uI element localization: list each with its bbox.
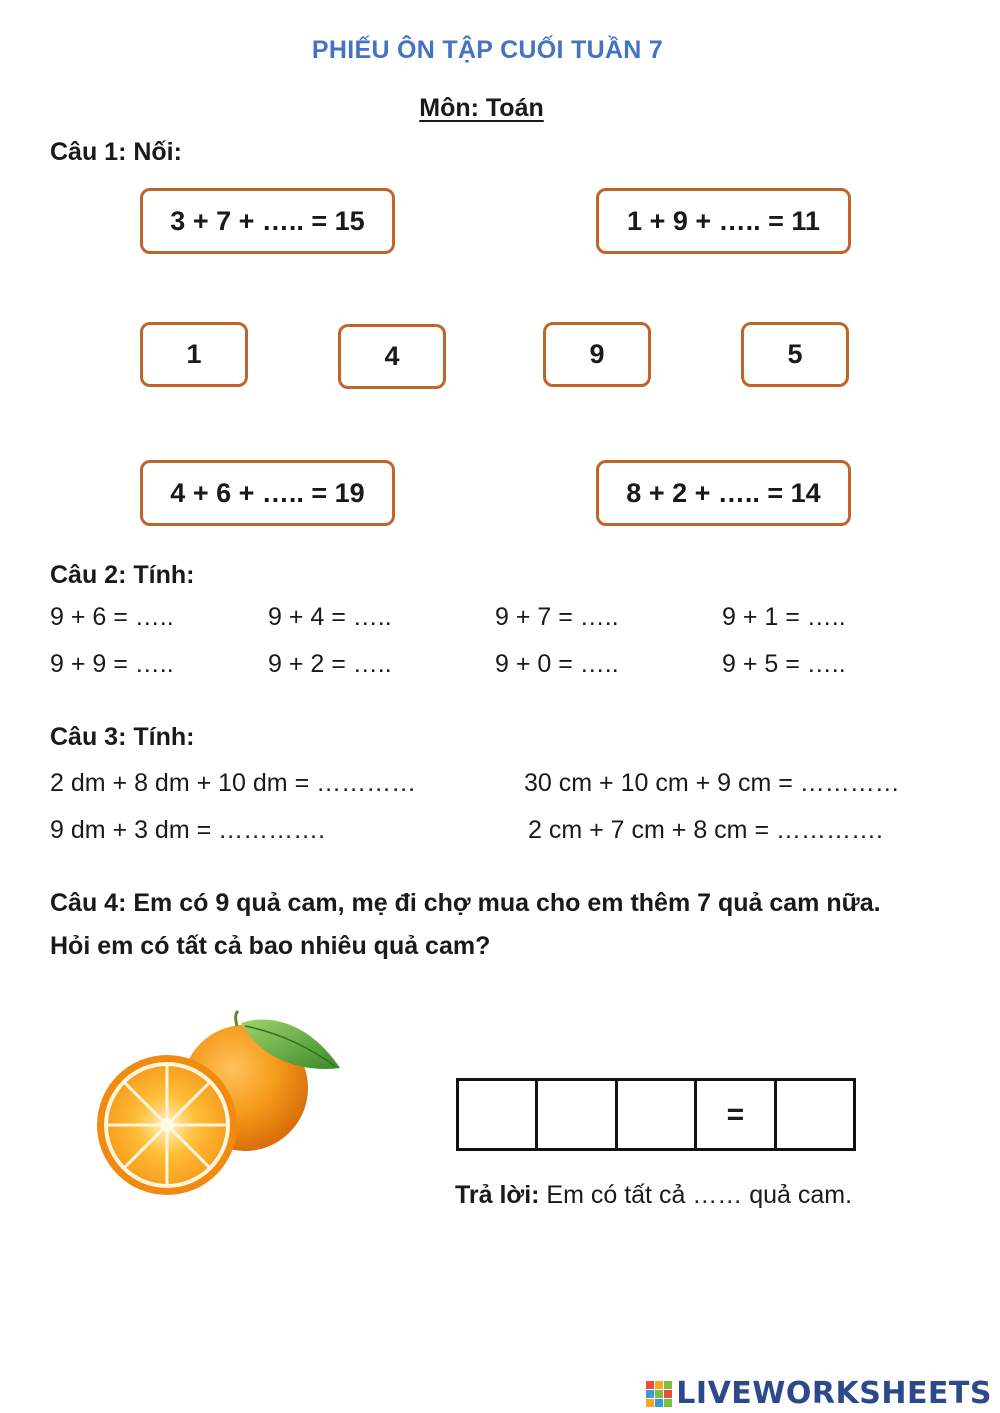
q2-calc-item[interactable]: 9 + 0 = ….. [495, 650, 619, 678]
answer-cell[interactable] [538, 1081, 617, 1148]
q2-calc-item[interactable]: 9 + 5 = ….. [722, 650, 846, 678]
q3-calc-item[interactable]: 9 dm + 3 dm = …………. [50, 816, 326, 844]
q1-equation-box[interactable]: 8 + 2 + ….. = 14 [596, 460, 851, 526]
q1-equation-box[interactable]: 3 + 7 + ….. = 15 [140, 188, 395, 254]
q2-calc-item[interactable]: 9 + 7 = ….. [495, 603, 619, 631]
orange-stem [236, 1011, 238, 1026]
q3-calc-item[interactable]: 2 dm + 8 dm + 10 dm = ………… [50, 769, 417, 797]
answer-label: Trả lời: [455, 1181, 540, 1209]
q1-number-box[interactable]: 1 [140, 322, 248, 387]
q4-question-line1: Câu 4: Em có 9 quả cam, mẹ đi chợ mua cho em thêm 7 quả cam nữa. [50, 889, 881, 917]
q2-calc-item[interactable]: 9 + 6 = ….. [50, 603, 174, 631]
orange-illustration [95, 1008, 345, 1203]
answer-sentence [455, 1181, 852, 1210]
q4-question-line2: Hỏi em có tất cả bao nhiêu quả cam? [50, 932, 491, 960]
q1-heading: Câu 1: Nối: [50, 138, 182, 166]
answer-cell[interactable] [618, 1081, 697, 1148]
logo-icon [646, 1381, 672, 1407]
q2-calc-item[interactable]: 9 + 2 = ….. [268, 650, 392, 678]
q2-calc-item[interactable]: 9 + 9 = ….. [50, 650, 174, 678]
q2-calc-item[interactable]: 9 + 1 = ….. [722, 603, 846, 631]
subject-heading: Môn: Toán [419, 94, 544, 122]
answer-text[interactable]: Em có tất cả …… quả cam. [539, 1181, 853, 1209]
q2-heading: Câu 2: Tính: [50, 561, 195, 589]
q3-heading: Câu 3: Tính: [50, 723, 195, 751]
q1-number-box[interactable]: 5 [741, 322, 849, 387]
q1-equation-box[interactable]: 1 + 9 + ….. = 11 [596, 188, 851, 254]
answer-cell[interactable] [459, 1081, 538, 1148]
q1-number-box[interactable]: 4 [338, 324, 446, 389]
logo-text: LIVEWORKSHEETS [676, 1376, 992, 1411]
q1-equation-box[interactable]: 4 + 6 + ….. = 19 [140, 460, 395, 526]
q1-number-box[interactable]: 9 [543, 322, 651, 387]
liveworksheets-logo [646, 1376, 992, 1411]
q2-calc-item[interactable]: 9 + 4 = ….. [268, 603, 392, 631]
answer-cell[interactable] [777, 1081, 853, 1148]
equals-cell: = [697, 1081, 776, 1148]
answer-equation-grid [456, 1078, 856, 1151]
worksheet-title: PHIẾU ÔN TẬP CUỐI TUẦN 7 [311, 36, 664, 64]
orange-core [160, 1118, 174, 1132]
q3-calc-item[interactable]: 2 cm + 7 cm + 8 cm = …………. [528, 816, 883, 844]
q3-calc-item[interactable]: 30 cm + 10 cm + 9 cm = ………… [524, 769, 900, 797]
